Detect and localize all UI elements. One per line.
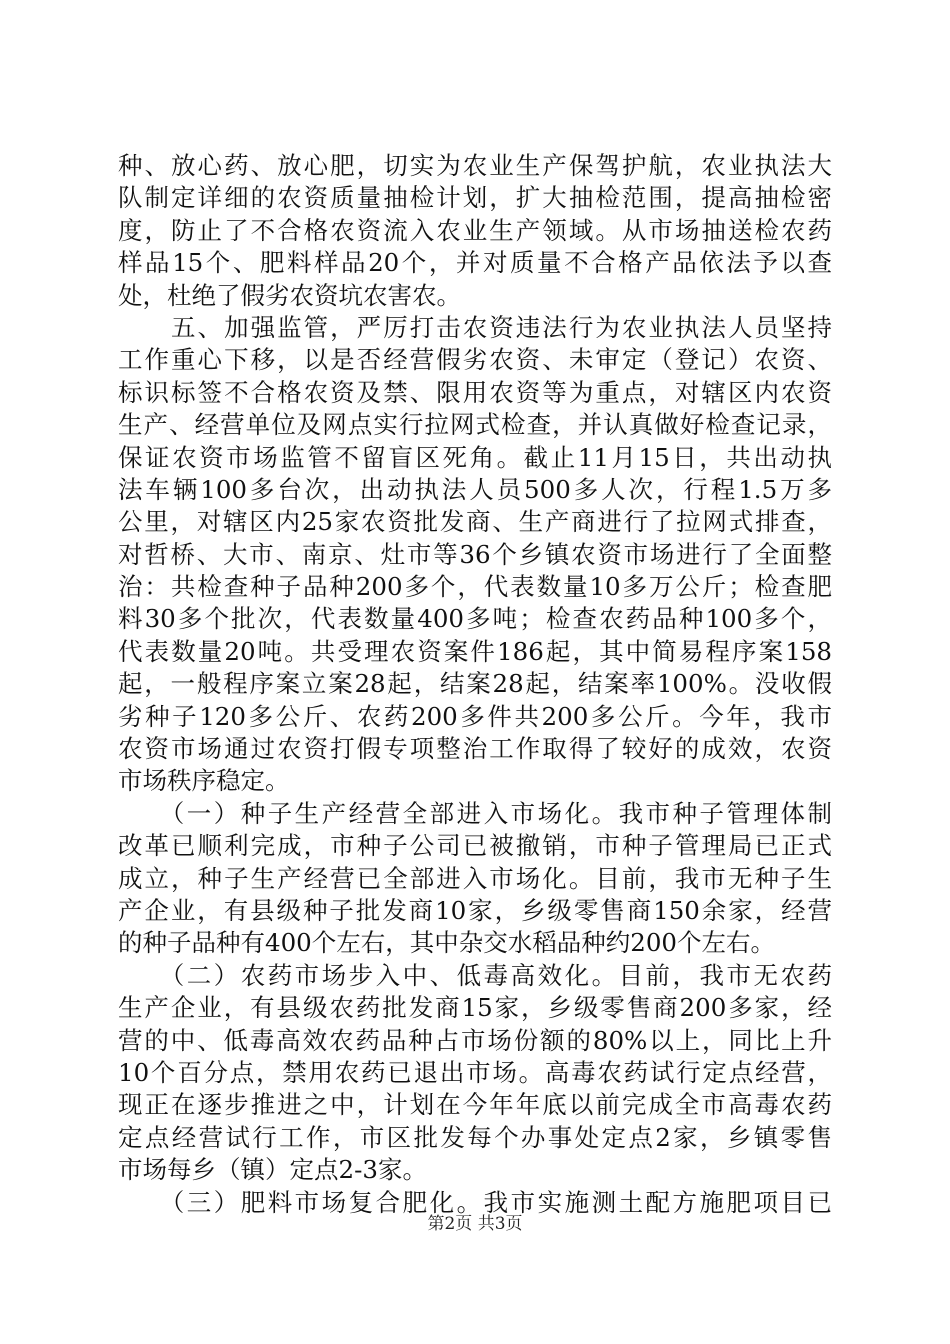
text-line: 料30多个批次，代表数量400多吨；检查农药品种100多个，: [118, 604, 832, 634]
text-line: 生产企业，有县级农药批发商15家，乡级零售商200多家，经: [118, 993, 832, 1023]
text-line: 种、放心药、放心肥，切实为农业生产保驾护航，农业执法大: [118, 151, 832, 180]
text-line: 法车辆100多台次，出动执法人员500多人次，行程1.5万多: [118, 474, 832, 504]
text-line: 队制定详细的农资质量抽检计划，扩大抽检范围，提高抽检密: [118, 183, 832, 213]
text-line: 改革已顺利完成，市种子公司已被撤销，市种子管理局已正式: [118, 831, 832, 861]
text-line: 农资市场通过农资打假专项整治工作取得了较好的成效，农资: [118, 734, 832, 764]
text-line: 工作重心下移，以是否经营假劣农资、未审定（登记）农资、: [118, 345, 832, 375]
text-line: 代表数量20吨。共受理农资案件186起，其中简易程序案158: [118, 636, 832, 666]
text-line: 起，一般程序案立案28起，结案28起，结案率100%。没收假: [118, 669, 832, 699]
text-line: 市场每乡（镇）定点2-3家。: [118, 1155, 427, 1185]
document-body: [118, 150, 832, 1219]
text-line: 五、加强监管，严厉打击农资违法行为农业执法人员坚持: [118, 312, 832, 342]
text-line: 样品15个、肥料样品20个，并对质量不合格产品依法予以查: [118, 248, 832, 278]
text-line: （一）种子生产经营全部进入市场化。我市种子管理体制: [118, 798, 832, 828]
page-number-footer: 第2页 共3页: [427, 1214, 523, 1234]
text-line: 市场秩序稳定。: [118, 766, 290, 796]
text-line: 现正在逐步推进之中，计划在今年年底以前完成全市高毒农药: [118, 1090, 832, 1120]
text-line: 度，防止了不合格农资流入农业生产领域。从市场抽送检农药: [118, 215, 832, 245]
text-line: 公里，对辖区内25家农资批发商、生产商进行了拉网式排查，: [118, 507, 832, 537]
text-line: 治：共检查种子品种200多个，代表数量10多万公斤；检查肥: [118, 572, 832, 602]
text-line: 对哲桥、大市、南京、灶市等36个乡镇农资市场进行了全面整: [118, 539, 832, 569]
text-line: 保证农资市场监管不留盲区死角。截止11月15日，共出动执: [118, 442, 832, 472]
text-line: 劣种子120多公斤、农药200多件共200多公斤。今年，我市: [118, 701, 832, 731]
text-line: 标识标签不合格农资及禁、限用农资等为重点，对辖区内农资: [118, 377, 832, 407]
text-line: 生产、经营单位及网点实行拉网式检查，并认真做好检查记录，: [118, 410, 832, 440]
text-line: 定点经营试行工作，市区批发每个办事处定点2家，乡镇零售: [118, 1122, 832, 1152]
text-line: 10个百分点，禁用农药已退出市场。高毒农药试行定点经营，: [118, 1057, 832, 1087]
text-line: 产企业，有县级种子批发商10家，乡级零售商150余家，经营: [118, 895, 832, 925]
text-line: 处，杜绝了假劣农资坑农害农。: [118, 280, 461, 310]
text-line: （二）农药市场步入中、低毒高效化。目前，我市无农药: [118, 960, 832, 990]
text-line: 成立，种子生产经营已全部进入市场化。目前，我市无种子生: [118, 863, 832, 893]
text-line: 的种子品种有400个左右，其中杂交水稻品种约200个左右。: [118, 928, 776, 958]
text-line: 营的中、低毒高效农药品种占市场份额的80%以上，同比上升: [118, 1025, 832, 1055]
text-line: （三）肥料市场复合肥化。我市实施测土配方施肥项目已: [118, 1187, 832, 1217]
